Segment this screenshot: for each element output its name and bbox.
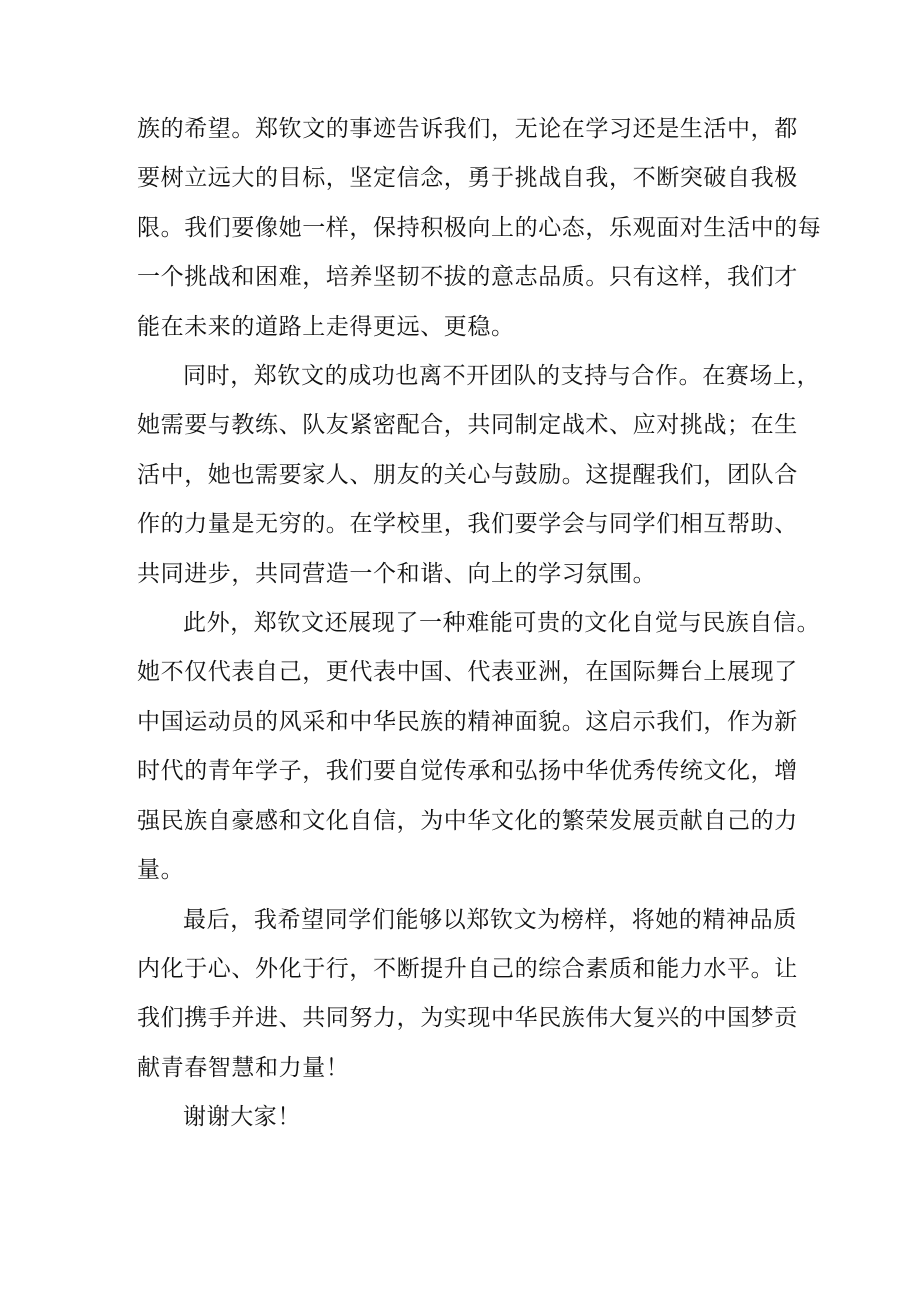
text-line: 限。我们要像她一样，保持积极向上的心态，乐观面对生活中的每 bbox=[137, 214, 822, 241]
text-line: 能在未来的道路上走得更远、更稳。 bbox=[137, 313, 515, 340]
text-line: 共同进步，共同营造一个和谐、向上的学习氛围。 bbox=[137, 560, 657, 587]
text-line: 献青春智慧和力量！ bbox=[137, 1054, 350, 1081]
paragraph-5 bbox=[137, 1093, 797, 1142]
text-line: 最后，我希望同学们能够以郑钦文为榜样，将她的精神品质 bbox=[183, 906, 797, 933]
text-line: 我们携手并进、共同努力，为实现中华民族伟大复兴的中国梦贡 bbox=[137, 1005, 798, 1032]
text-line: 族的希望。郑钦文的事迹告诉我们，无论在学习还是生活中，都 bbox=[137, 116, 798, 142]
paragraph-2 bbox=[137, 352, 821, 599]
paragraph-1 bbox=[137, 105, 822, 352]
text-line: 时代的青年学子，我们要自觉传承和弘扬中华优秀传统文化，增 bbox=[137, 758, 798, 785]
paragraph-4 bbox=[137, 896, 797, 1094]
text-line: 内化于心、外化于行，不断提升自己的综合素质和能力水平。让 bbox=[137, 955, 798, 982]
text-line: 中国运动员的风采和中华民族的精神面貌。这启示我们，作为新 bbox=[137, 708, 798, 735]
text-line: 此外，郑钦文还展现了一种难能可贵的文化自觉与民族自信。 bbox=[183, 610, 821, 637]
document-body bbox=[137, 105, 822, 1143]
text-line: 作的力量是无穷的。在学校里，我们要学会与同学们相互帮助、 bbox=[137, 511, 798, 538]
text-line: 她不仅代表自己，更代表中国、代表亚洲，在国际舞台上展现了 bbox=[137, 659, 798, 686]
text-line: 强民族自豪感和文化自信，为中华文化的繁荣发展贡献自己的力 bbox=[137, 807, 798, 834]
text-line: 同时，郑钦文的成功也离不开团队的支持与合作。在赛场上， bbox=[183, 363, 821, 390]
paragraph-3 bbox=[137, 599, 821, 895]
text-line: 要树立远大的目标，坚定信念，勇于挑战自我，不断突破自我极 bbox=[137, 165, 798, 192]
closing-line: 谢谢大家！ bbox=[183, 1104, 301, 1131]
text-line: 一个挑战和困难，培养坚韧不拔的意志品质。只有这样，我们才 bbox=[137, 264, 798, 291]
text-line: 量。 bbox=[137, 857, 185, 884]
text-line: 她需要与教练、队友紧密配合，共同制定战术、应对挑战；在生 bbox=[137, 412, 798, 439]
text-line: 活中，她也需要家人、朋友的关心与鼓励。这提醒我们，团队合 bbox=[137, 461, 798, 488]
